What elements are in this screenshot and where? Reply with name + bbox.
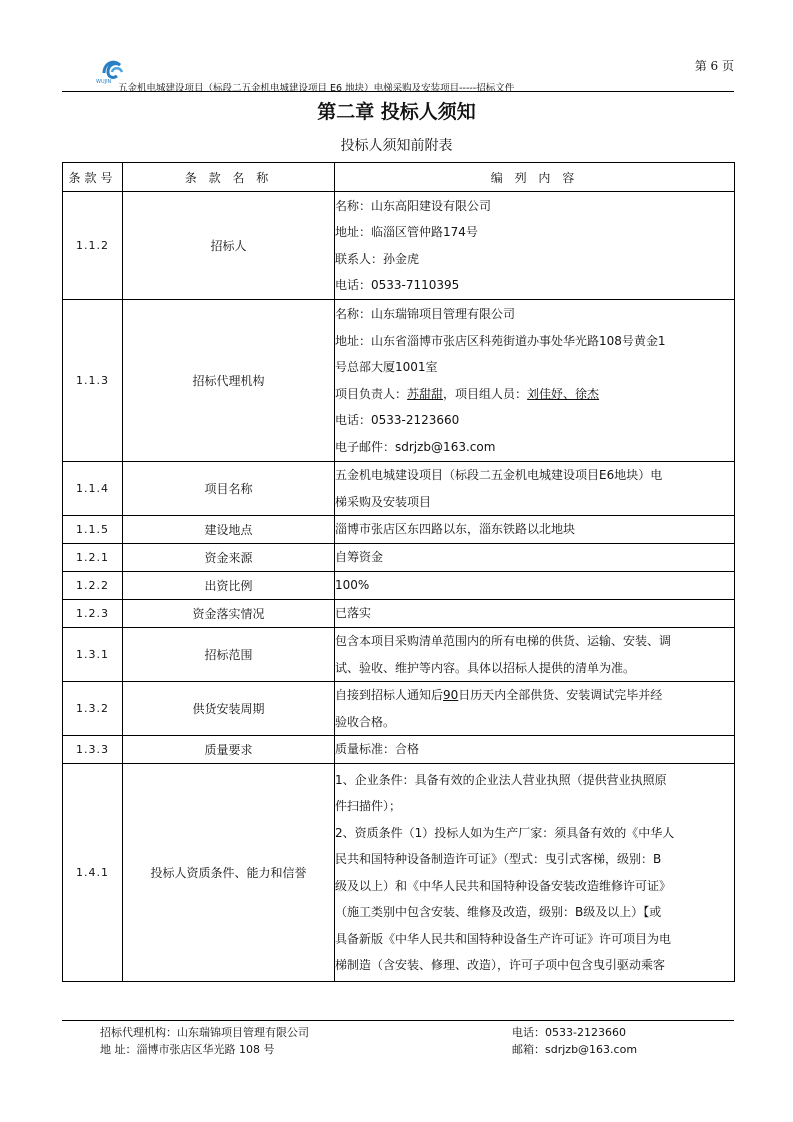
page-header	[62, 55, 734, 94]
content-line: 梯制造（含安装、修理、改造），许可子项中包含曳引驱动乘客	[335, 958, 666, 972]
content-line: 2、资质条件（1）投标人如为生产厂家：须具备有效的《中华人	[335, 825, 675, 840]
clause-name: 招标范围	[123, 628, 335, 682]
clause-number: 1.3.3	[63, 736, 123, 764]
table-row	[63, 600, 735, 628]
delivery-text-a: 自接到招标人通知后	[335, 688, 444, 702]
bidder-instructions-table	[62, 162, 735, 982]
clause-name: 招标人	[123, 192, 335, 300]
clause-number: 1.3.1	[63, 628, 123, 682]
footer-email: 邮箱：sdrjzb@163.com	[512, 1043, 638, 1056]
content-line: 地址：山东省淄博市张店区科苑街道办事处华光路108号黄金1	[335, 333, 666, 348]
content-line: 包含本项目采购清单范围内的所有电梯的供货、运输、安装、调	[335, 634, 672, 648]
team-label: ，项目组人员：	[443, 386, 528, 401]
table-row	[63, 736, 735, 764]
table-title: 投标人须知前附表	[340, 138, 453, 154]
content-line	[335, 381, 734, 408]
project-lead-name: 苏甜甜	[407, 386, 444, 401]
project-lead-label: 项目负责人：	[335, 386, 408, 401]
clause-number: 1.3.2	[63, 682, 123, 736]
header-clause-no: 条款号	[63, 163, 123, 192]
team-members: 刘佳妤、徐杰	[527, 386, 600, 401]
clause-number: 1.2.1	[63, 544, 123, 572]
content-line: 号总部大厦1001室	[335, 360, 438, 374]
clause-content	[335, 736, 735, 764]
table-row	[63, 300, 735, 462]
clause-name: 资金来源	[123, 544, 335, 572]
table-row	[63, 516, 735, 544]
footer-phone: 电话：0533-2123660	[512, 1026, 626, 1039]
content-line: 地址：临淄区管仲路174号	[335, 225, 478, 239]
clause-name: 项目名称	[123, 462, 335, 516]
clause-content	[335, 764, 735, 982]
logo-text: WUJIN	[96, 79, 112, 85]
chapter-title: 第二章 投标人须知	[317, 101, 476, 123]
header-content: 编 列 内 容	[335, 163, 735, 192]
content-line: 电子邮件：sdrjzb@163.com	[335, 439, 496, 454]
content-line: （施工类别中包含安装、维修及改造，级别：B级及以上）【或	[335, 905, 662, 919]
footer-agency: 招标代理机构：山东瑞锦项目管理有限公司	[100, 1026, 309, 1039]
content-line: 电话：0533-7110395	[335, 278, 460, 292]
content-line: 名称：山东高阳建设有限公司	[335, 198, 492, 213]
content-line: 已落实	[335, 606, 372, 621]
clause-name: 出资比例	[123, 572, 335, 600]
footer-address: 地 址：淄博市张店区华光路 108 号	[100, 1043, 275, 1056]
content-line: 级及以上）和《中华人民共和国特种设备安装改造维修许可证》	[335, 878, 672, 893]
delivery-days: 90	[443, 688, 459, 702]
clause-content	[335, 600, 735, 628]
table-row	[63, 544, 735, 572]
table-row	[63, 628, 735, 682]
content-line: 1、企业条件：具备有效的企业法人营业执照（提供营业执照原	[335, 772, 667, 787]
clause-name: 投标人资质条件、能力和信誉	[123, 764, 335, 982]
content-line	[335, 682, 734, 709]
content-line: 名称：山东瑞锦项目管理有限公司	[335, 307, 516, 321]
clause-content	[335, 628, 735, 682]
content-line: 验收合格。	[335, 714, 396, 729]
clause-number: 1.1.3	[63, 300, 123, 462]
delivery-text-c: 日历天内全部供货、安装调试完毕并经	[458, 688, 663, 702]
clause-name: 招标代理机构	[123, 300, 335, 462]
clause-name: 质量要求	[123, 736, 335, 764]
content-line: 100%	[335, 578, 370, 593]
content-line: 淄博市张店区东四路以东，淄东铁路以北地块	[335, 522, 576, 537]
content-line: 件扫描件）；	[335, 799, 402, 813]
clause-name: 供货安装周期	[123, 682, 335, 736]
clause-content	[335, 192, 735, 300]
table-row	[63, 192, 735, 300]
content-line: 试、验收、维护等内容。具体以招标人提供的清单为准。	[335, 660, 636, 675]
clause-number: 1.4.1	[63, 764, 123, 982]
content-line: 电话：0533-2123660	[335, 413, 460, 427]
clause-content	[335, 516, 735, 544]
page-number: 第 6 页	[694, 59, 734, 73]
table-row	[63, 682, 735, 736]
content-line: 梯采购及安装项目	[335, 494, 432, 509]
clause-name: 资金落实情况	[123, 600, 335, 628]
table-header-row	[63, 163, 735, 192]
document-header-line: 五金机电城建设项目（标段二五金机电城建设项目 E6 地块）电梯采购及安装项目-----招标文件	[118, 83, 515, 94]
clause-content	[335, 462, 735, 516]
content-line: 具备新版《中华人民共和国特种设备生产许可证》许可项目为电	[335, 931, 672, 946]
clause-name: 建设地点	[123, 516, 335, 544]
content-line: 民共和国特种设备制造许可证》（型式：曳引式客梯，级别：B	[335, 852, 662, 866]
clause-content	[335, 544, 735, 572]
content-line: 五金机电城建设项目（标段二五金机电城建设项目E6地块）电	[335, 468, 663, 482]
table-row	[63, 572, 735, 600]
clause-number: 1.2.2	[63, 572, 123, 600]
footer-divider	[62, 1020, 734, 1021]
clause-number: 1.1.2	[63, 192, 123, 300]
clause-content	[335, 682, 735, 736]
clause-number: 1.1.4	[63, 462, 123, 516]
clause-content	[335, 300, 735, 462]
content-line: 联系人：孙金虎	[335, 251, 420, 266]
clause-number: 1.2.3	[63, 600, 123, 628]
table-row	[63, 462, 735, 516]
content-line: 自筹资金	[335, 550, 384, 565]
table-row	[63, 764, 735, 982]
content-line: 质量标准：合格	[335, 742, 420, 757]
header-divider	[62, 91, 734, 92]
clause-content	[335, 572, 735, 600]
clause-number: 1.1.5	[63, 516, 123, 544]
header-clause-name: 条 款 名 称	[123, 163, 335, 192]
